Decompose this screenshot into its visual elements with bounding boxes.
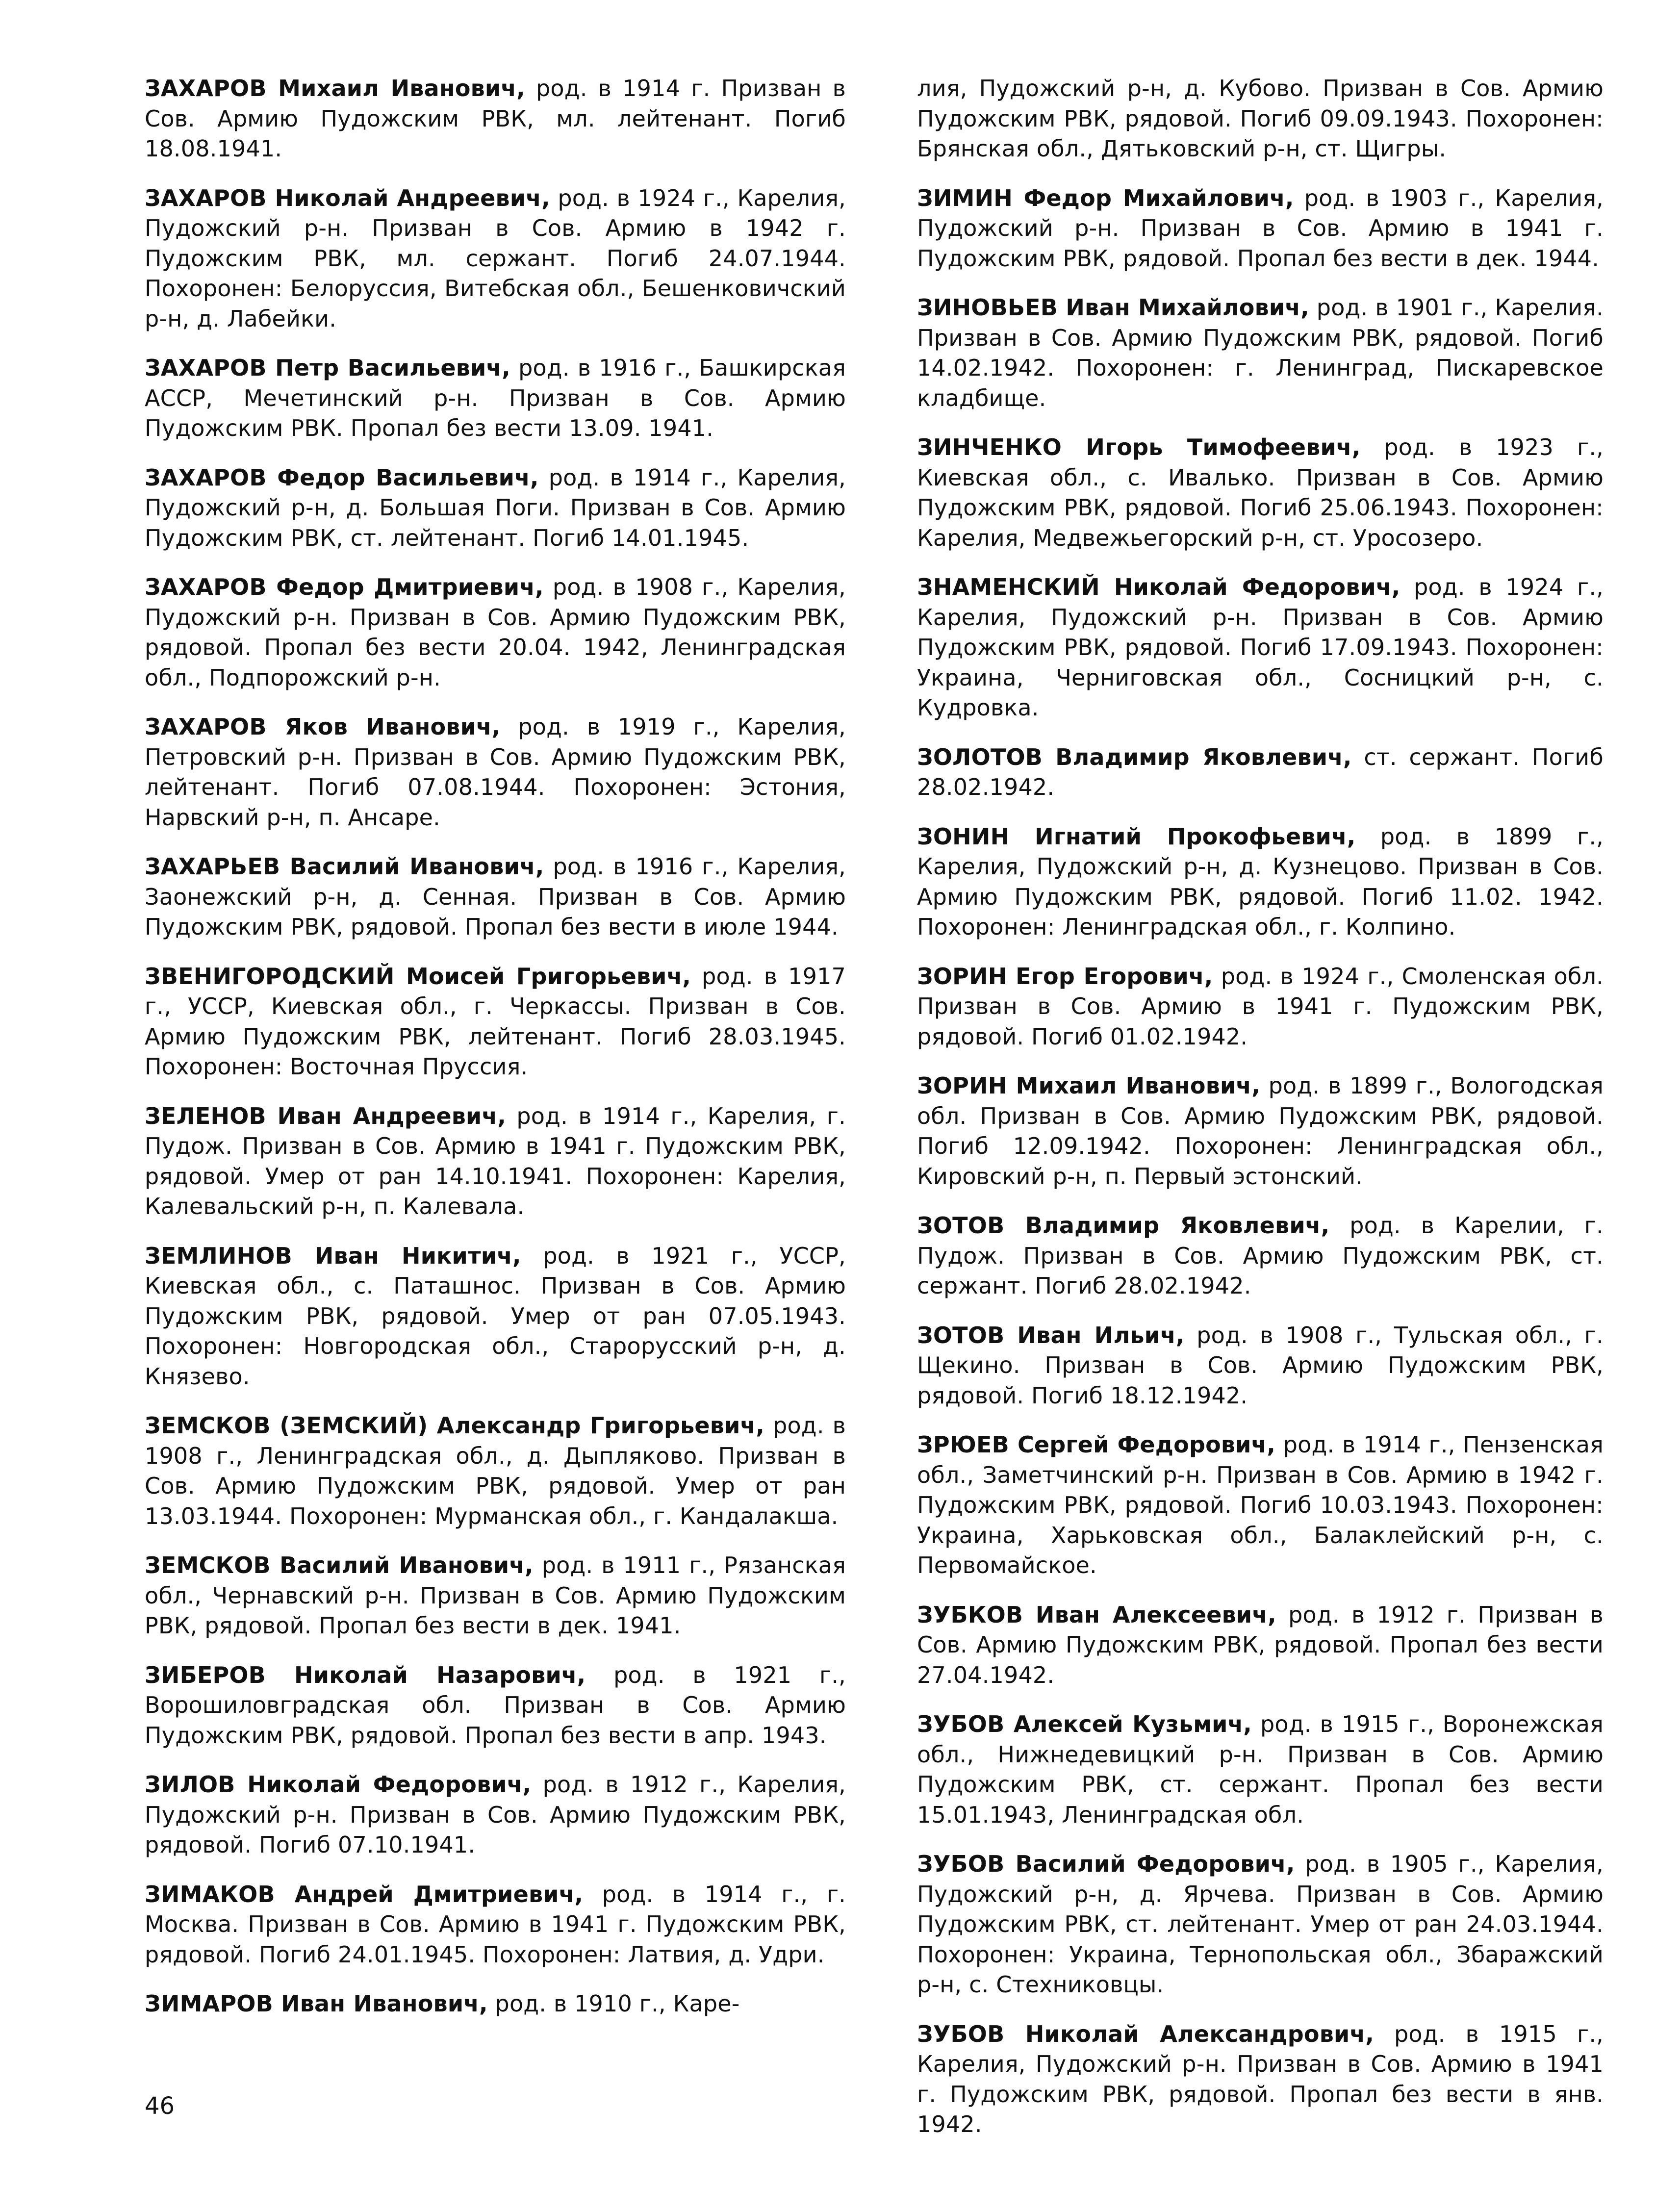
entry-name: ЗОНИН Игнатий Прокофьевич, xyxy=(917,823,1356,850)
entry-text: род. в 1924 г., Карелия, Пудожский р-н. Призван в Сов. Армию Пудожским РВК, рядовой. Погиб 17.09.1943. Похоронен: Украина, Черниговская обл., Сосницкий р-н, с. Кудровка. xyxy=(917,574,1604,721)
entry xyxy=(917,1849,1604,2000)
entry xyxy=(145,962,846,1082)
entry-text: род. в 1924 г., Смоленская обл. Призван в Сов. Армию в 1941 г. Пудожским РВК, рядовой. Погиб 01.02.1942. xyxy=(917,963,1604,1050)
entry-name: ЗИНЧЕНКО Игорь Тимофеевич, xyxy=(917,434,1361,460)
entry-text: род. в 1914 г. Призван в Сов. Армию Пудожским РВК, мл. лейтенант. Погиб 18.08.1941. xyxy=(145,75,846,162)
entry-text: род. в Карелии, г. Пудож. Призван в Сов. Армию Пудожским РВК, ст. сержант. Погиб 28.02.1942. xyxy=(917,1212,1604,1299)
entry-text: род. в 1915 г., Воронежская обл., Нижнедевицкий р-н. Призван в Сов. Армию Пудожским РВК, ст. сержант. Пропал без вести 15.01.1943, Ленинградская обл. xyxy=(917,1711,1604,1828)
entry-text: ст. сержант. Погиб 28.02.1942. xyxy=(917,743,1604,800)
entry-name: ЗРЮЕВ Сергей Федорович, xyxy=(917,1431,1276,1458)
entry-name: ЗАХАРОВ Михаил Иванович, xyxy=(145,75,525,102)
entry-text: род. в 1910 г., Каре- xyxy=(487,1990,740,2017)
entry xyxy=(145,1880,846,1970)
entry xyxy=(145,1770,846,1860)
entry xyxy=(917,742,1604,803)
entry-text: род. в 1921 г., Ворошиловградская обл. Призван в Сов. Армию Пудожским РВК, рядовой. Пропал без вести в апр. 1943. xyxy=(145,1661,846,1749)
entry-text: род. в 1924 г., Карелия, Пудожский р-н. Призван в Сов. Армию в 1942 г. Пудожским РВК, мл. сержант. Погиб 24.07.1944. Похоронен: Белоруссия, Витебская обл., Бешенковичский р-н, д. Лабейки. xyxy=(145,184,846,332)
entry xyxy=(145,572,846,693)
left-column xyxy=(145,74,846,2038)
entry-text: род. в 1917 г., УССР, Киевская обл., г. Черкассы. Призван в Сов. Армию Пудожским РВК, лейтенант. Погиб 28.03.1945. Похоронен: Восточная Пруссия. xyxy=(145,963,846,1080)
entry-name: ЗИМИН Федор Михайлович, xyxy=(917,184,1294,211)
entry-name: ЗВЕНИГОРОДСКИЙ Моисей Григорьевич, xyxy=(145,963,691,990)
entry-text: род. в 1914 г., г. Москва. Призван в Сов. Армию в 1941 г. Пудожским РВК, рядовой. Погиб 24.01.1945. Похоронен: Латвия, д. Удри. xyxy=(145,1881,846,1968)
entry-name: ЗЕМСКОВ (ЗЕМСКИЙ) Александр Григорьевич, xyxy=(145,1412,765,1439)
entry xyxy=(917,962,1604,1052)
entry-text: род. в 1916 г., Башкирская АССР, Мечетинский р-н. Призван в Сов. Армию Пудожским РВК. Пропал без вести 13.09. 1941. xyxy=(145,355,846,441)
entry-name: ЗЕМСКОВ Василий Иванович, xyxy=(145,1552,534,1578)
entry-name: ЗИМАРОВ Иван Иванович, xyxy=(145,1990,488,2017)
entry xyxy=(917,1071,1604,1192)
entry xyxy=(145,1411,846,1531)
entry-name: ЗИЛОВ Николай Федорович, xyxy=(145,1771,532,1798)
entry-name: ЗУБОВ Василий Федорович, xyxy=(917,1851,1295,1877)
entry-text: род. в 1899 г., Карелия, Пудожский р-н, д. Кузнецово. Призван в Сов. Армию Пудожским РВК, рядовой. Погиб 11.02. 1942. Похоронен: Ленинградская обл., г. Колпино. xyxy=(917,823,1604,940)
entry xyxy=(145,183,846,334)
entry xyxy=(917,822,1604,942)
entry-text: род. в 1905 г., Карелия, Пудожский р-н, д. Ярчева. Призван в Сов. Армию Пудожским РВК, ст. лейтенант. Умер от ран 24.03.1944. Похоронен: Украина, Тернопольская обл., Збаражский р-н, с. Стехниковцы. xyxy=(917,1851,1604,1998)
entry-text: лия, Пудожский р-н, д. Кубово. Призван в Сов. Армию Пудожским РВК, рядовой. Погиб 09.09.1943. Похоронен: Брянская обл., Дятьковский р-н, ст. Щигры. xyxy=(917,75,1604,162)
entry-name: ЗУБОВ Алексей Кузьмич, xyxy=(917,1711,1252,1737)
entry-name: ЗИМАКОВ Андрей Дмитриевич, xyxy=(145,1881,584,1907)
entry-text: род. в 1903 г., Карелия, Пудожский р-н. Призван в Сов. Армию в 1941 г. Пудожским РВК, рядовой. Пропал без вести в дек. 1944. xyxy=(917,184,1604,272)
entry xyxy=(917,1430,1604,1581)
entry-text: род. в 1912 г. Призван в Сов. Армию Пудожским РВК, рядовой. Пропал без вести 27.04.1942. xyxy=(917,1601,1604,1688)
entry-name: ЗАХАРОВ Петр Васильевич, xyxy=(145,355,510,381)
entry-name: ЗАХАРОВ Яков Иванович, xyxy=(145,713,501,740)
entry-name: ЗОТОВ Иван Ильич, xyxy=(917,1322,1185,1348)
entry xyxy=(917,1600,1604,1691)
entry-text: род. в 1908 г., Тульская обл., г. Щекино. Призван в Сов. Армию Пудожским РВК, рядовой. Погиб 18.12.1942. xyxy=(917,1322,1604,1409)
entry xyxy=(145,1660,846,1751)
entry-text: род. в 1911 г., Рязанская обл., Чернавский р-н. Призван в Сов. Армию Пудожским РВК, рядовой. Пропал без вести в дек. 1941. xyxy=(145,1552,846,1639)
entry-name: ЗАХАРОВ Николай Андреевич, xyxy=(145,184,550,211)
entry-name: ЗУБОВ Николай Александрович, xyxy=(917,2020,1374,2047)
entry xyxy=(145,463,846,554)
entry-name: ЗОРИН Егор Егорович, xyxy=(917,963,1213,990)
entry-text: род. в 1915 г., Карелия, Пудожский р-н. Призван в Сов. Армию в 1941 г. Пудожским РВК, рядовой. Пропал без вести в янв. 1942. xyxy=(917,2020,1604,2137)
entry-name: ЗЕМЛИНОВ Иван Никитич, xyxy=(145,1242,521,1269)
entry xyxy=(145,1241,846,1392)
entry xyxy=(917,183,1604,274)
entry xyxy=(145,852,846,942)
entry xyxy=(917,1709,1604,1830)
entry-text: род. в 1899 г., Вологодская обл. Призван в Сов. Армию Пудожским РВК, рядовой. Погиб 12.09.1942. Похоронен: Ленинградская обл., Кировский р-н, п. Первый эстонский. xyxy=(917,1072,1604,1190)
entry xyxy=(917,74,1604,164)
entry-text: род. в 1912 г., Карелия, Пудожский р-н. Призван в Сов. Армию Пудожским РВК, рядовой. Погиб 07.10.1941. xyxy=(145,1771,846,1858)
entry xyxy=(917,572,1604,723)
entry-name: ЗАХАРОВ Федор Васильевич, xyxy=(145,464,539,491)
entry-text: род. в 1914 г., Карелия, Пудожский р-н, д. Большая Поги. Призван в Сов. Армию Пудожским РВК, ст. лейтенант. Погиб 14.01.1945. xyxy=(145,464,846,551)
entry-text: род. в 1921 г., УССР, Киевская обл., с. Паташнос. Призван в Сов. Армию Пудожским РВК, рядовой. Умер от ран 07.05.1943. Похоронен: Новгородская обл., Старорусский р-н, д. Князево. xyxy=(145,1242,846,1390)
entry-text: род. в 1908 г., Карелия, Пудожский р-н. Призван в Сов. Армию Пудожским РВК, рядовой. Пропал без вести 20.04. 1942, Ленинградская обл., Подпорожский р-н. xyxy=(145,574,846,691)
entry-text: род. в 1923 г., Киевская обл., с. Ивалько. Призван в Сов. Армию Пудожским РВК, рядовой. Погиб 25.06.1943. Похоронен: Карелия, Медвежьегорский р-н, ст. Уросозеро. xyxy=(917,434,1604,551)
entry-name: ЗУБКОВ Иван Алексеевич, xyxy=(917,1601,1276,1628)
entry xyxy=(917,432,1604,553)
entry xyxy=(145,712,846,833)
page-number: 46 xyxy=(145,2092,175,2120)
entry xyxy=(145,74,846,164)
entry-name: ЗАХАРЬЕВ Василий Иванович, xyxy=(145,853,544,880)
entry xyxy=(145,1551,846,1641)
entry-text: род. в 1919 г., Карелия, Петровский р-н. Призван в Сов. Армию Пудожским РВК, лейтенант. Погиб 07.08.1944. Похоронен: Эстония, Нарвский р-н, п. Ансаре. xyxy=(145,713,846,831)
entry-name: ЗЕЛЕНОВ Иван Андреевич, xyxy=(145,1102,506,1129)
entry-text: род. в 1916 г., Карелия, Заонежский р-н, д. Сенная. Призван в Сов. Армию Пудожским РВК, рядовой. Пропал без вести в июле 1944. xyxy=(145,853,846,940)
entry xyxy=(917,1211,1604,1301)
entry xyxy=(917,1321,1604,1411)
entry-name: ЗАХАРОВ Федор Дмитриевич, xyxy=(145,574,544,600)
entry-name: ЗНАМЕНСКИЙ Николай Федорович, xyxy=(917,574,1400,600)
entry xyxy=(145,353,846,444)
entry xyxy=(145,1101,846,1222)
entry xyxy=(917,2019,1604,2140)
entry-name: ЗОТОВ Владимир Яковлевич, xyxy=(917,1212,1330,1239)
entry-text: род. в 1908 г., Ленинградская обл., д. Дыпляково. Призван в Сов. Армию Пудожским РВК, рядовой. Умер от ран 13.03.1944. Похоронен: Мурманская обл., г. Кандалакша. xyxy=(145,1412,846,1529)
entry-text: род. в 1901 г., Карелия. Призван в Сов. Армию Пудожским РВК, рядовой. Погиб 14.02.1942. Похоронен: г. Ленинград, Пискаревское кладбище. xyxy=(917,294,1604,411)
entry-name: ЗИНОВЬЕВ Иван Михайлович, xyxy=(917,294,1309,321)
entry-name: ЗОРИН Михаил Иванович, xyxy=(917,1072,1260,1099)
entry-text: род. в 1914 г., Пензенская обл., Заметчинский р-н. Призван в Сов. Армию в 1942 г. Пудожским РВК, рядовой. Погиб 10.03.1943. Похоронен: Украина, Харьковская обл., Балаклейский р-н, с. Первомайское. xyxy=(917,1431,1604,1578)
entry-name: ЗИБЕРОВ Николай Назарович, xyxy=(145,1661,586,1688)
entry-name: ЗОЛОТОВ Владимир Яковлевич, xyxy=(917,743,1352,770)
entry-text: род. в 1914 г., Карелия, г. Пудож. Призван в Сов. Армию в 1941 г. Пудожским РВК, рядовой. Умер от ран 14.10.1941. Похоронен: Карелия, Калевальский р-н, п. Калевала. xyxy=(145,1102,846,1220)
entry xyxy=(917,293,1604,413)
entry xyxy=(145,1989,846,2019)
right-column xyxy=(917,74,1604,2159)
